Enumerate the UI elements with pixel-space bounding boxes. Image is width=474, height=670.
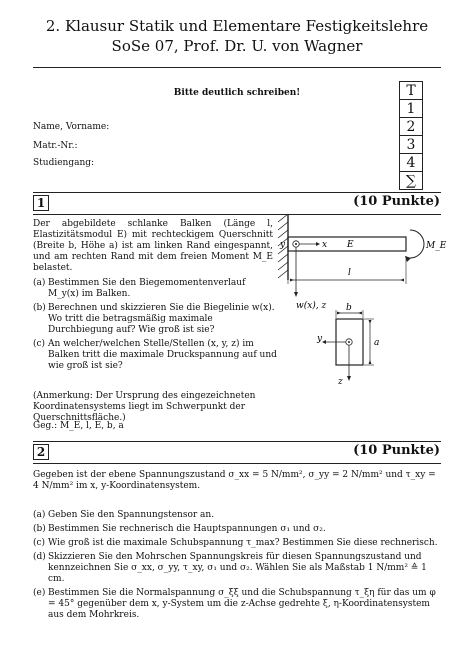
task2-item-a-text: Geben Sie den Spannungstensor an. [48,510,215,520]
section-y-label: y [317,334,323,344]
grade-cell-total-label: T [400,82,423,100]
grade-cell-2: 2 [400,118,423,136]
task1-given: Geg.: M_E, l, E, b, a [33,421,124,431]
page-title: 2. Klausur Statik und Elementare Festigkeitslehre [45,17,429,35]
task1-item-b [33,303,278,336]
task2-top-rule [33,441,441,442]
task2-item-a-label: (a) [33,510,46,520]
task2-item-b [33,524,441,535]
task1-item-b-label: (b) [33,303,46,313]
grade-table [399,81,423,190]
task2-number: 2 [33,444,49,460]
task1-number: 1 [33,195,49,211]
task1-item-a [33,278,278,300]
section-z-label: z [338,377,343,387]
header-divider [33,67,441,68]
x-axis-label: x [322,240,328,250]
task1-item-a-label: (a) [33,278,46,288]
studiengang-field-label: Studiengang: [33,158,95,168]
task2-list [33,510,441,624]
task2-item-c-label: (c) [33,538,46,548]
task2-item-d-label: (d) [33,552,46,562]
task2-item-b-text: Bestimmen Sie rechnerisch die Hauptspannungen σ₁ und σ₂. [48,524,326,534]
name-field-label: Name, Vorname: [33,122,110,132]
task1-intro: Der abgebildete schlanke Balken (Länge l, Elastizitätsmodul E) mit rechteckigem Querschnitt (Breite b, Höhe a) ist am linken Rand eingespannt, und am rechten Rand mit dem freien Moment M_E belastet. [33,219,273,273]
grade-cell-3: 3 [400,136,423,154]
task1-item-a-text: Bestimmen Sie den Biegemomentenverlauf M_y(x) im Balken. [48,278,246,299]
moment-arrow [410,230,424,258]
w-axis-label: w(x), z [296,301,327,311]
task1-item-c-label: (c) [33,339,46,349]
task1-item-b-text: Berechnen und skizzieren Sie die Biegelinie w(x). Wo tritt die betragsmäßig maximale Durchbiegung auf? Wie groß ist sie? [48,303,275,335]
modulus-label: E [347,240,354,250]
moment-label: M_E [426,241,447,251]
grade-cell-4: 4 [400,154,423,172]
page-subtitle: SoSe 07, Prof. Dr. U. von Wagner [111,37,363,55]
length-label: l [348,268,351,278]
task2-item-a [33,510,441,521]
task2-item-b-label: (b) [33,524,46,534]
task1-points: (10 Punkte) [353,194,440,209]
y-axis-label: y [280,240,286,250]
grade-cell-sum: ∑ [400,172,423,190]
task2-item-e [33,588,441,621]
task2-item-c-text: Wie groß ist die maximale Schubspannung τ_max? Bestimmen Sie diese rechnerisch. [48,538,438,548]
grade-cell-1: 1 [400,100,423,118]
beam-figure [274,212,447,392]
task1-item-c [33,339,278,372]
task2-intro: Gegeben ist der ebene Spannungszustand σ_xx = 5 N/mm², σ_yy = 2 N/mm² und τ_xy = 4 N/mm² im x, y-Koordinatensystem. [33,470,436,491]
height-label: a [374,338,380,348]
width-label: b [346,303,352,313]
task2-item-d-text: Skizzieren Sie den Mohrschen Spannungskreis für diesen Spannungszustand und kennzeichnen Sie σ_xx, σ_yy, τ_xy, σ₁ und σ₂. Wählen Sie als Maßstab 1 N/mm² ≙ 1 cm. [48,552,427,584]
matr-field-label: Matr.-Nr.: [33,141,78,151]
task1-note: (Anmerkung: Der Ursprung des eingezeichneten Koordinatensystems liegt im Schwerpunkt der Querschnittsfläche.) [33,391,256,423]
task2-bottom-rule [33,463,441,464]
task2-item-c [33,538,441,549]
task2-item-e-text: Bestimmen Sie die Normalspannung σ_ξξ und die Schubspannung τ_ξη für das um φ = 45° gegenüber dem x, y-System um die z-Achse gedrehte ξ, η-Koordinatensystem aus dem Mohrkreis. [48,588,436,620]
task1-item-c-text: An welcher/welchen Stelle/Stellen (x, y, z) im Balken tritt die maximale Druckspannung auf und wie groß ist sie? [48,339,277,371]
task2-points: (10 Punkte) [353,443,440,458]
task2-item-e-label: (e) [33,588,46,598]
task1-top-rule [33,192,441,193]
task1-list [33,278,278,375]
instruction-text: Bitte deutlich schreiben! [173,88,301,98]
task2-item-d [33,552,441,585]
